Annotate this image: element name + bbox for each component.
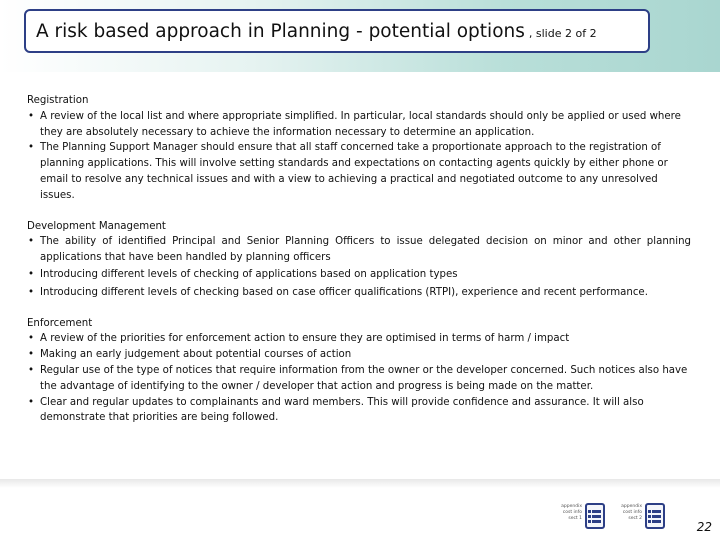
list-item: • A review of the priorities for enforcement action to ensure they are optimised in terms of harm / impact	[27, 331, 691, 347]
document-list-icon	[584, 502, 606, 530]
section-enforcement	[27, 316, 691, 427]
appendix-label: appendix cost info sect 1	[561, 504, 582, 521]
list-item: • Introducing different levels of checking of applications based on application types	[27, 267, 691, 283]
list-item: • Clear and regular updates to complainants and ward members. This will provide confidence and assurance. It will also demonstrate that priorities are being followed.	[27, 395, 691, 427]
bullet-list	[27, 109, 691, 204]
slide-content	[27, 93, 691, 441]
slide-subtitle: , slide 2 of 2	[528, 26, 597, 40]
list-item: • The Planning Support Manager should ensure that all staff concerned take a proportionate approach to the registration of planning applications. This will involve setting standards and expectations on contacting agents quickly by either phone or email to resolve any technical issues and with a view to achieving a practical and negotiated outcome to any unresolved issues.	[27, 140, 691, 203]
footer-divider	[0, 479, 720, 488]
section-registration	[27, 93, 691, 204]
bullet-list	[27, 331, 691, 426]
section-heading: Development Management	[27, 220, 166, 232]
section-heading: Enforcement	[27, 317, 93, 329]
list-item: • Introducing different levels of checking based on case officer qualifications (RTPI), experience and recent performance.	[27, 285, 691, 301]
appendix-label: appendix cost info sect 2	[621, 504, 642, 521]
list-item: • A review of the local list and where appropriate simplified. In particular, local standards should only be applied or used where they are absolutely necessary to achieve the information necessary to determine an application.	[27, 109, 691, 141]
list-item: • Making an early judgement about potential courses of action	[27, 347, 691, 363]
section-heading: Registration	[27, 95, 89, 106]
page-number: 22	[696, 520, 712, 534]
appendix-link-1[interactable]	[548, 500, 606, 534]
slide-title: A risk based approach in Planning - potential options	[36, 20, 525, 42]
section-development-management	[27, 219, 691, 301]
slide-title-box	[24, 9, 650, 53]
list-item: • Regular use of the type of notices that require information from the owner or the developer concerned. Such notices also have the advantage of identifying to the owner / developer that action and progress is being made on the matter.	[27, 363, 691, 395]
bullet-list	[27, 234, 691, 300]
list-item: • The ability of identified Principal and Senior Planning Officers to issue delegated decision on minor and other planning applications that have been handled by planning officers	[27, 234, 691, 266]
appendix-link-2[interactable]	[608, 500, 666, 534]
document-list-icon	[644, 502, 666, 530]
